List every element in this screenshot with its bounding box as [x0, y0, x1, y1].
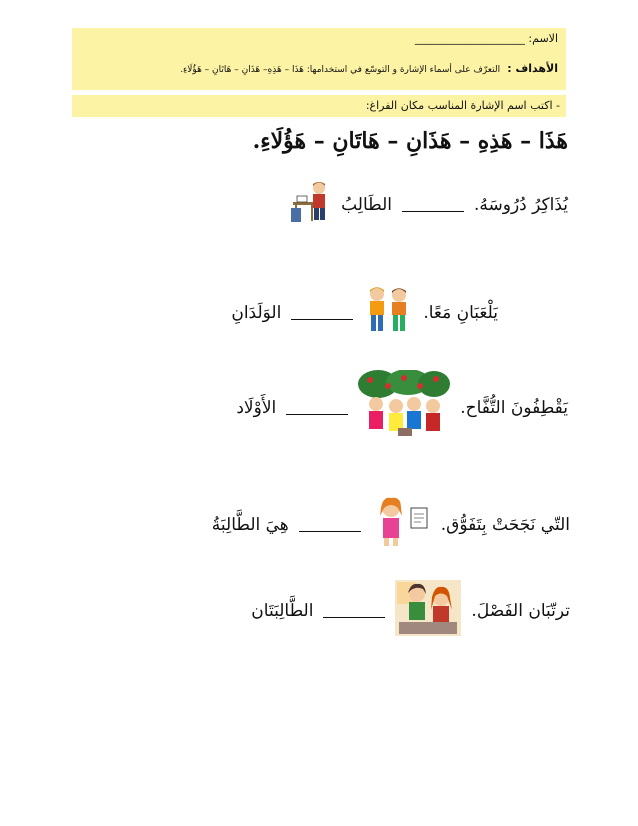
word-bank: هَذَا – هَذِهِ – هَذَانِ – هَاتَانِ – هَؤُلَاءِ.: [252, 128, 568, 154]
sentence-2: [231, 285, 498, 340]
goals-label: الأهداف :: [507, 62, 558, 75]
boy-studying-image: [289, 180, 331, 229]
sentence-1-blank[interactable]: [402, 197, 464, 212]
sentence-1-subject: الطَالِبُ: [341, 194, 392, 215]
instruction-text: - اكتب اسم الإشارة المناسب مكان الفراغ:: [365, 99, 560, 112]
instruction-box: [72, 95, 566, 117]
name-label: الاسم:: [528, 32, 558, 45]
sentence-5-blank[interactable]: [323, 603, 385, 618]
name-blank: ____________________: [414, 32, 525, 45]
sentence-5: [251, 580, 570, 641]
sentence-3-blank[interactable]: [286, 400, 348, 415]
sentence-3-subject: الأَوْلَاد: [236, 397, 277, 418]
sentence-4-text: التّي نَجَحَتْ بِتَفَوُّق.: [440, 514, 570, 535]
sentence-1-tail: يُذَاكِرُ دُرُوسَهُ.: [473, 194, 568, 215]
girl-certificate-image: [371, 496, 431, 553]
sentence-4-blank[interactable]: [299, 517, 361, 532]
goals-text: التعرّف على أسماء الإشارة و التوسّع في استخدامها: هَذَا – هَذِهِ– هَذَانِ – هَاتَانِ – هَؤُلَاءِ.: [180, 65, 501, 75]
sentence-2-text: يَلْعَبَانِ مَعًا.: [423, 302, 498, 323]
two-girls-image: [395, 580, 461, 641]
header-box: [72, 28, 566, 90]
children-apples-image: [358, 370, 450, 445]
sentence-2-subject: الوَلَدَانِ: [231, 302, 282, 323]
goals-row: [180, 62, 558, 75]
sentence-3: [236, 370, 568, 445]
two-boys-image: [363, 285, 413, 340]
sentence-4-subject: هِيَ الطَّالِبَةُ: [211, 514, 289, 535]
sentence-3-text: يَقْطِفُونَ التُّفَّاح.: [460, 397, 568, 418]
sentence-4: [212, 496, 570, 553]
sentence-5-subject: الطَّالِبَتَان: [251, 600, 314, 621]
name-row: [415, 32, 558, 45]
sentence-2-blank[interactable]: [291, 305, 353, 320]
sentence-1: [289, 180, 568, 229]
sentence-5-text: ترتّبَان الفَصْلَ.: [471, 600, 570, 621]
